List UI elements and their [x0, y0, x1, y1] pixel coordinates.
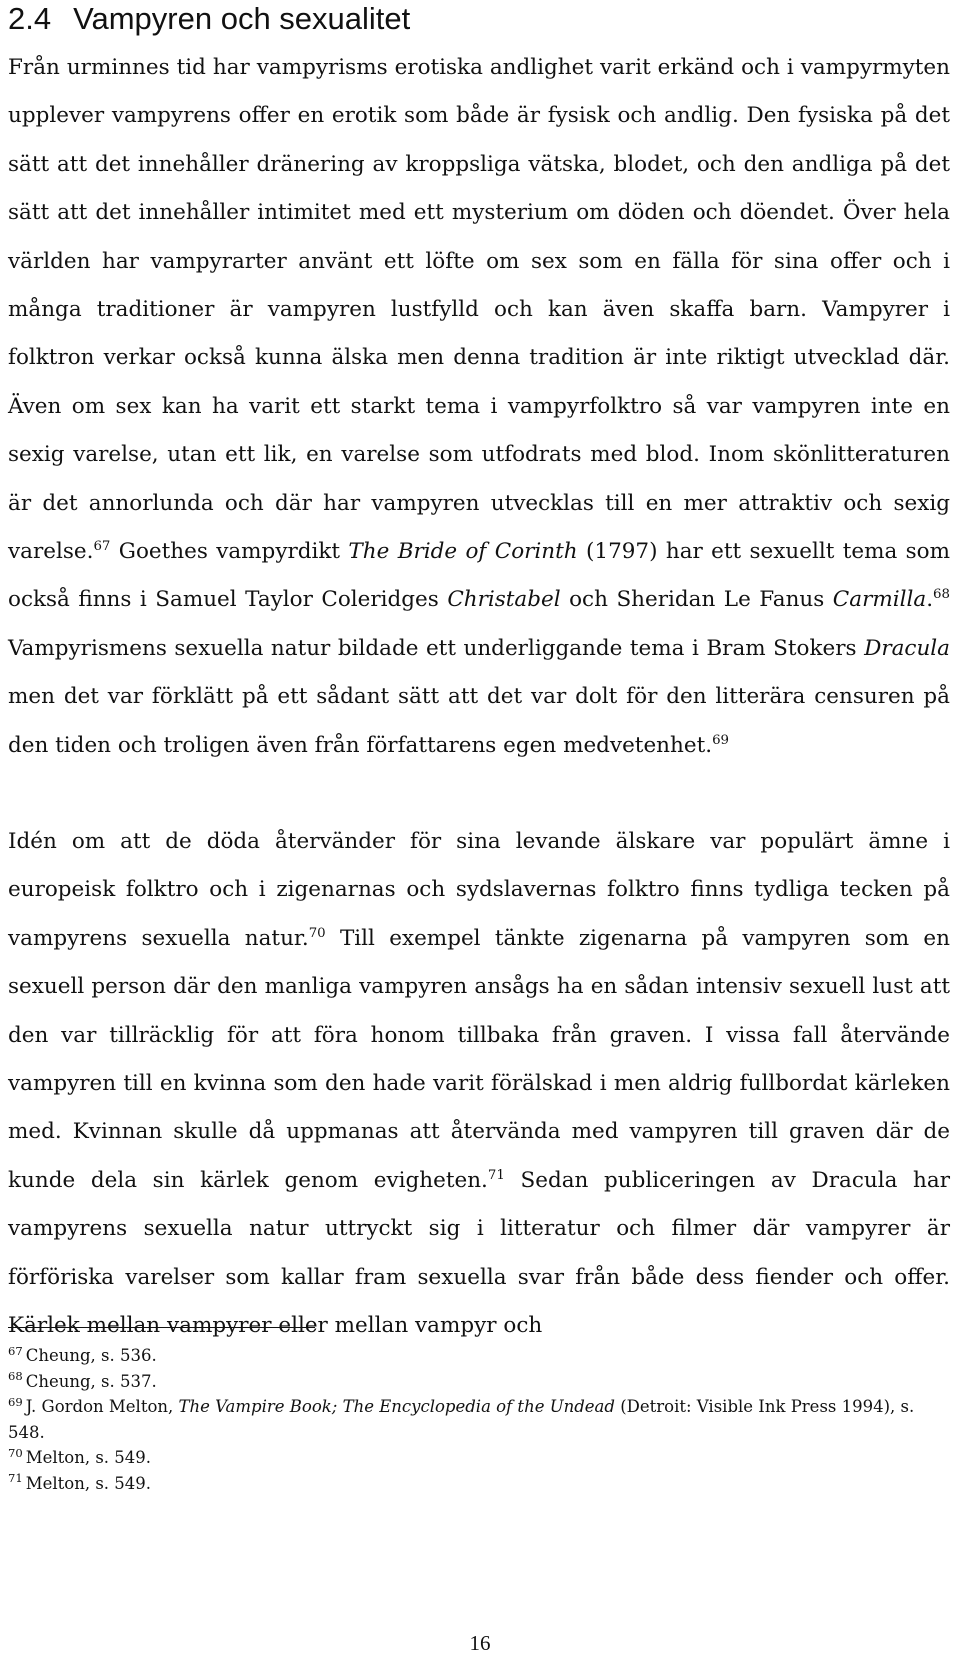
text-run: .	[926, 587, 934, 613]
footnote-70	[8, 1445, 950, 1471]
footnote-number: 68	[8, 1369, 23, 1384]
work-title: The Bride of Corinth	[348, 539, 578, 565]
text-run: Från urminnes tid har vampyrisms erotiska andlighet varit erkänd och i vampyrmyten upplever vampyrens offer en erotik som både är fysisk och andlig. Den fysiska på det sätt att det innehåller dränering av kroppsliga vätska, blodet, och den andliga på det sätt att det innehåller intimitet med ett mysterium om döden och döendet. Över hela världen har vampyrarter använt ett löfte om sex som en fälla för sina offer och i många traditioner är vampyren lustfylld och kan även skaffa barn. Vampyrer i folktron verkar också kunna älska men denna tradition är inte riktigt utvecklad där. Även om sex kan ha varit ett starkt tema i vampyrfolktro så var vampyren inte en sexig varelse, utan ett lik, en varelse som utfodrats med blod. Inom skönlitteraturen är det annorlunda och där har vampyren utvecklas till en mer attraktiv och sexig varelse.	[8, 55, 950, 565]
footnote-text: Cheung, s. 537.	[25, 1371, 157, 1391]
footnote-ref-70[interactable]: 70	[308, 925, 326, 941]
text-run: Goethes vampyrdikt	[110, 539, 349, 565]
text-run: Idén om att de döda återvänder för sina levande älskare var populärt ämne i europeisk folktro och i zigenarnas och sydslavernas folktro finns tydliga tecken på vampyrens sexuella natur.	[8, 829, 950, 951]
footnote-text: Melton, s. 549.	[25, 1448, 152, 1468]
work-title: Dracula	[864, 635, 950, 661]
footnote-text: (Detroit: Visible Ink Press 1994), s. 548.	[8, 1397, 915, 1442]
footnote-67	[8, 1343, 950, 1369]
footnote-number: 71	[8, 1471, 23, 1486]
footnote-ref-68[interactable]: 68	[933, 587, 950, 603]
work-title: Carmilla	[832, 587, 927, 613]
text-run: Vampyrismens sexuella natur bildade ett underliggande tema i Bram Stokers	[8, 635, 865, 661]
footnote-text: Cheung, s. 536.	[25, 1346, 157, 1365]
section-number: 2.4	[8, 1, 52, 36]
footnote-divider	[8, 1327, 315, 1328]
footnote-ref-71[interactable]: 71	[487, 1167, 505, 1183]
footnote-number: 67	[8, 1343, 23, 1358]
footnote-71	[8, 1471, 950, 1497]
paragraph-2	[8, 818, 950, 1350]
work-title: Christabel	[447, 587, 561, 613]
footnote-69	[8, 1394, 950, 1445]
footnote-number: 70	[8, 1445, 23, 1460]
text-run: och Sheridan Le Fanus	[560, 587, 833, 613]
footnote-ref-67[interactable]: 67	[93, 538, 111, 554]
section-title: Vampyren och sexualitet	[73, 1, 411, 36]
text-run: (1797) har ett sexuellt tema som också finns i Samuel Taylor Coleridges	[8, 539, 951, 613]
footnote-text: J. Gordon Melton,	[25, 1397, 179, 1417]
footnotes	[8, 1343, 950, 1497]
footnote-number: 69	[8, 1394, 23, 1409]
footnote-68	[8, 1369, 950, 1395]
book-title: The Vampire Book; The Encyclopedia of the Undead	[178, 1397, 615, 1417]
text-run: Sedan publiceringen av Dracula har vampyrens sexuella natur uttryckt sig i litteratur och filmer där vampyrer är förföriska varelser som kallar fram sexuella svar från både dess fiender och offer. Kärlek mellan vampyrer eller mellan vampyr och	[8, 1167, 950, 1339]
footnote-ref-69[interactable]: 69	[712, 732, 730, 748]
text-run: men det var förklätt på ett sådant sätt att det var dolt för den litterära censuren på den tiden och troligen även från författarens egen medvetenhet.	[8, 684, 950, 758]
section-heading	[8, 0, 410, 38]
page-number: 16	[469, 1631, 491, 1655]
text-run: Till exempel tänkte zigenarna på vampyren som en sexuell person där den manliga vampyren ansågs ha en sådan intensiv sexuell lust att den var tillräcklig för att föra honom tillbaka från graven. I vissa fall återvände vampyren till en kvinna som den hade varit förälskad i men aldrig fullbordat kärleken med. Kvinnan skulle då uppmanas att återvända med vampyren till graven där de kunde dela sin kärlek genom evigheten.	[8, 925, 950, 1193]
footnote-text: Melton, s. 549.	[25, 1473, 152, 1493]
paragraph-1	[8, 44, 950, 770]
